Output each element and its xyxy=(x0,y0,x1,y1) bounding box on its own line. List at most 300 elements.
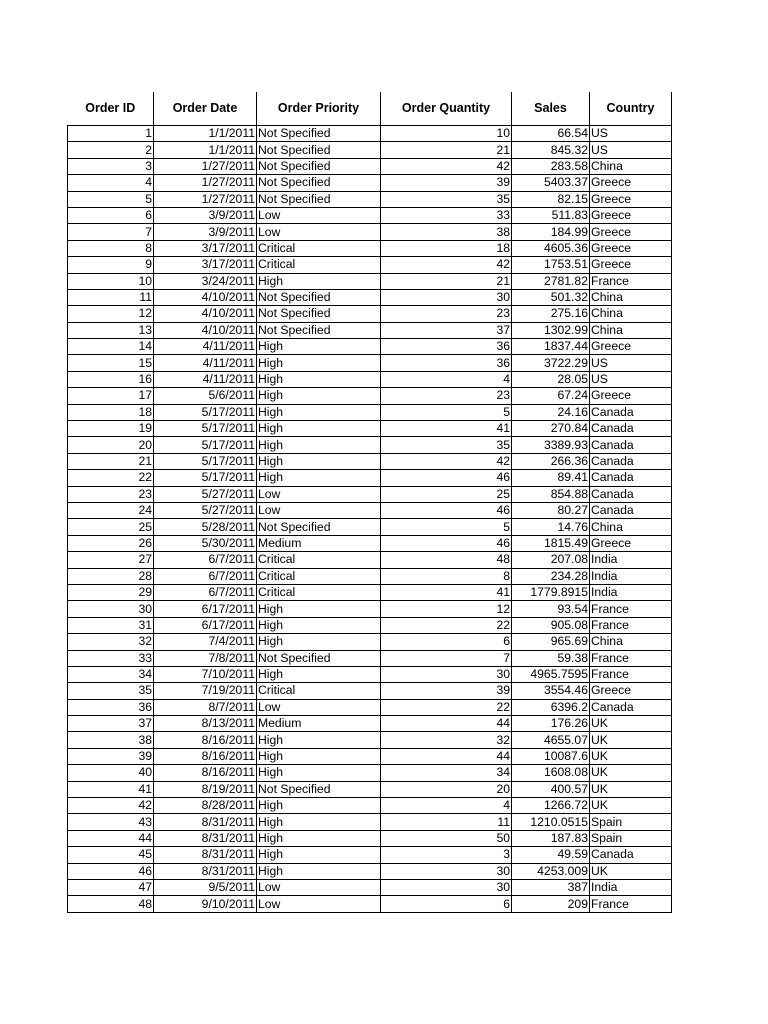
country-cell: Canada xyxy=(590,502,672,518)
sales-cell: 501.32 xyxy=(512,289,590,305)
order-id-cell: 14 xyxy=(68,339,154,355)
country-cell: India xyxy=(590,552,672,568)
order-quantity-cell: 46 xyxy=(381,535,512,551)
sales-cell: 80.27 xyxy=(512,502,590,518)
sales-cell: 93.54 xyxy=(512,601,590,617)
order-date-cell: 4/10/2011 xyxy=(154,322,257,338)
order-quantity-cell: 18 xyxy=(381,240,512,256)
order-date-cell: 1/27/2011 xyxy=(154,191,257,207)
order-quantity-cell: 30 xyxy=(381,863,512,879)
country-cell: UK xyxy=(590,732,672,748)
order-priority-cell: High xyxy=(257,765,381,781)
country-cell: UK xyxy=(590,781,672,797)
order-date-cell: 8/16/2011 xyxy=(154,732,257,748)
sales-cell: 82.15 xyxy=(512,191,590,207)
order-quantity-cell: 22 xyxy=(381,617,512,633)
order-id-cell: 28 xyxy=(68,568,154,584)
order-date-cell: 3/17/2011 xyxy=(154,257,257,273)
table-row xyxy=(68,142,672,158)
order-priority-cell: High xyxy=(257,339,381,355)
country-cell: Canada xyxy=(590,453,672,469)
order-id-cell: 2 xyxy=(68,142,154,158)
order-date-cell: 1/1/2011 xyxy=(154,126,257,142)
order-date-cell: 8/16/2011 xyxy=(154,765,257,781)
order-priority-cell: Not Specified xyxy=(257,142,381,158)
order-id-cell: 18 xyxy=(68,404,154,420)
order-quantity-cell: 25 xyxy=(381,486,512,502)
order-quantity-cell: 42 xyxy=(381,158,512,174)
order-date-cell: 8/13/2011 xyxy=(154,716,257,732)
order-id-cell: 12 xyxy=(68,306,154,322)
table-row xyxy=(68,863,672,879)
order-date-cell: 9/5/2011 xyxy=(154,879,257,895)
order-id-cell: 25 xyxy=(68,519,154,535)
order-id-cell: 24 xyxy=(68,502,154,518)
table-row xyxy=(68,699,672,715)
order-date-cell: 4/11/2011 xyxy=(154,355,257,371)
order-quantity-cell: 46 xyxy=(381,470,512,486)
order-priority-cell: Low xyxy=(257,896,381,912)
sales-cell: 2781.82 xyxy=(512,273,590,289)
order-id-cell: 45 xyxy=(68,847,154,863)
country-cell: Spain xyxy=(590,814,672,830)
table-row xyxy=(68,191,672,207)
sales-cell: 3722.29 xyxy=(512,355,590,371)
country-cell: Canada xyxy=(590,847,672,863)
order-id-cell: 37 xyxy=(68,716,154,732)
table-row xyxy=(68,404,672,420)
order-id-cell: 40 xyxy=(68,765,154,781)
sales-cell: 59.38 xyxy=(512,650,590,666)
country-cell: Greece xyxy=(590,224,672,240)
sales-cell: 4253.009 xyxy=(512,863,590,879)
order-quantity-cell: 42 xyxy=(381,257,512,273)
order-priority-cell: Critical xyxy=(257,240,381,256)
header-order-quantity: Order Quantity xyxy=(381,92,512,126)
order-priority-cell: Low xyxy=(257,502,381,518)
order-quantity-cell: 4 xyxy=(381,371,512,387)
country-cell: France xyxy=(590,666,672,682)
order-quantity-cell: 6 xyxy=(381,896,512,912)
country-cell: UK xyxy=(590,863,672,879)
sales-cell: 14.76 xyxy=(512,519,590,535)
order-quantity-cell: 46 xyxy=(381,502,512,518)
order-priority-cell: High xyxy=(257,634,381,650)
country-cell: China xyxy=(590,634,672,650)
sales-cell: 3554.46 xyxy=(512,683,590,699)
table-row xyxy=(68,421,672,437)
order-id-cell: 26 xyxy=(68,535,154,551)
order-date-cell: 5/17/2011 xyxy=(154,421,257,437)
table-row xyxy=(68,207,672,223)
sales-cell: 184.99 xyxy=(512,224,590,240)
country-cell: Greece xyxy=(590,191,672,207)
table-row xyxy=(68,879,672,895)
sales-cell: 176.26 xyxy=(512,716,590,732)
order-quantity-cell: 8 xyxy=(381,568,512,584)
header-sales: Sales xyxy=(512,92,590,126)
sales-cell: 275.16 xyxy=(512,306,590,322)
order-id-cell: 7 xyxy=(68,224,154,240)
table-row xyxy=(68,552,672,568)
order-quantity-cell: 38 xyxy=(381,224,512,240)
order-id-cell: 30 xyxy=(68,601,154,617)
order-quantity-cell: 6 xyxy=(381,634,512,650)
table-row xyxy=(68,683,672,699)
order-id-cell: 23 xyxy=(68,486,154,502)
sales-cell: 845.32 xyxy=(512,142,590,158)
country-cell: Greece xyxy=(590,175,672,191)
sales-cell: 4655.07 xyxy=(512,732,590,748)
country-cell: Greece xyxy=(590,388,672,404)
table-row xyxy=(68,175,672,191)
country-cell: UK xyxy=(590,765,672,781)
order-quantity-cell: 20 xyxy=(381,781,512,797)
country-cell: Greece xyxy=(590,207,672,223)
order-date-cell: 8/31/2011 xyxy=(154,863,257,879)
header-order-id: Order ID xyxy=(68,92,154,126)
order-quantity-cell: 50 xyxy=(381,830,512,846)
country-cell: US xyxy=(590,355,672,371)
order-priority-cell: Not Specified xyxy=(257,175,381,191)
sales-cell: 4965.7595 xyxy=(512,666,590,682)
sales-cell: 266.36 xyxy=(512,453,590,469)
order-quantity-cell: 5 xyxy=(381,519,512,535)
order-priority-cell: High xyxy=(257,798,381,814)
order-date-cell: 8/31/2011 xyxy=(154,847,257,863)
order-date-cell: 5/28/2011 xyxy=(154,519,257,535)
country-cell: Canada xyxy=(590,699,672,715)
order-quantity-cell: 21 xyxy=(381,142,512,158)
table-row xyxy=(68,388,672,404)
sales-cell: 1815.49 xyxy=(512,535,590,551)
order-priority-cell: High xyxy=(257,666,381,682)
order-priority-cell: Low xyxy=(257,207,381,223)
sales-cell: 511.83 xyxy=(512,207,590,223)
order-id-cell: 35 xyxy=(68,683,154,699)
order-priority-cell: Not Specified xyxy=(257,289,381,305)
order-priority-cell: Critical xyxy=(257,552,381,568)
header-order-priority: Order Priority xyxy=(257,92,381,126)
country-cell: Spain xyxy=(590,830,672,846)
order-priority-cell: High xyxy=(257,355,381,371)
order-id-cell: 42 xyxy=(68,798,154,814)
table-row xyxy=(68,519,672,535)
order-priority-cell: High xyxy=(257,830,381,846)
table-row xyxy=(68,322,672,338)
order-id-cell: 8 xyxy=(68,240,154,256)
order-date-cell: 1/1/2011 xyxy=(154,142,257,158)
country-cell: UK xyxy=(590,748,672,764)
order-quantity-cell: 3 xyxy=(381,847,512,863)
order-priority-cell: High xyxy=(257,388,381,404)
order-priority-cell: Critical xyxy=(257,584,381,600)
sales-cell: 905.08 xyxy=(512,617,590,633)
table-row xyxy=(68,814,672,830)
order-priority-cell: Low xyxy=(257,224,381,240)
order-id-cell: 36 xyxy=(68,699,154,715)
sales-cell: 49.59 xyxy=(512,847,590,863)
table-row xyxy=(68,502,672,518)
table-row xyxy=(68,732,672,748)
country-cell: Canada xyxy=(590,486,672,502)
table-row xyxy=(68,257,672,273)
sales-cell: 207.08 xyxy=(512,552,590,568)
country-cell: Canada xyxy=(590,470,672,486)
order-id-cell: 10 xyxy=(68,273,154,289)
order-date-cell: 8/16/2011 xyxy=(154,748,257,764)
table-row xyxy=(68,584,672,600)
table-row xyxy=(68,748,672,764)
order-id-cell: 32 xyxy=(68,634,154,650)
order-priority-cell: High xyxy=(257,847,381,863)
order-id-cell: 17 xyxy=(68,388,154,404)
order-quantity-cell: 30 xyxy=(381,666,512,682)
order-id-cell: 44 xyxy=(68,830,154,846)
order-quantity-cell: 4 xyxy=(381,798,512,814)
order-priority-cell: High xyxy=(257,421,381,437)
sales-cell: 1608.08 xyxy=(512,765,590,781)
table-row xyxy=(68,798,672,814)
order-quantity-cell: 5 xyxy=(381,404,512,420)
order-id-cell: 33 xyxy=(68,650,154,666)
order-quantity-cell: 33 xyxy=(381,207,512,223)
order-date-cell: 7/4/2011 xyxy=(154,634,257,650)
order-date-cell: 8/31/2011 xyxy=(154,830,257,846)
table-row xyxy=(68,847,672,863)
order-id-cell: 27 xyxy=(68,552,154,568)
table-row xyxy=(68,339,672,355)
country-cell: China xyxy=(590,519,672,535)
country-cell: France xyxy=(590,650,672,666)
sales-cell: 1779.8915 xyxy=(512,584,590,600)
order-date-cell: 5/30/2011 xyxy=(154,535,257,551)
country-cell: Canada xyxy=(590,421,672,437)
table-row xyxy=(68,240,672,256)
order-priority-cell: Not Specified xyxy=(257,191,381,207)
order-id-cell: 9 xyxy=(68,257,154,273)
order-date-cell: 8/7/2011 xyxy=(154,699,257,715)
order-priority-cell: Low xyxy=(257,486,381,502)
order-date-cell: 9/10/2011 xyxy=(154,896,257,912)
sales-cell: 187.83 xyxy=(512,830,590,846)
order-id-cell: 48 xyxy=(68,896,154,912)
order-date-cell: 5/17/2011 xyxy=(154,404,257,420)
table-row xyxy=(68,650,672,666)
order-quantity-cell: 7 xyxy=(381,650,512,666)
order-priority-cell: Not Specified xyxy=(257,781,381,797)
country-cell: US xyxy=(590,371,672,387)
order-id-cell: 3 xyxy=(68,158,154,174)
country-cell: Canada xyxy=(590,404,672,420)
order-date-cell: 7/10/2011 xyxy=(154,666,257,682)
order-id-cell: 19 xyxy=(68,421,154,437)
order-id-cell: 16 xyxy=(68,371,154,387)
country-cell: Greece xyxy=(590,535,672,551)
order-id-cell: 41 xyxy=(68,781,154,797)
order-quantity-cell: 23 xyxy=(381,306,512,322)
table-row xyxy=(68,765,672,781)
order-quantity-cell: 36 xyxy=(381,355,512,371)
order-priority-cell: High xyxy=(257,601,381,617)
order-date-cell: 8/31/2011 xyxy=(154,814,257,830)
country-cell: France xyxy=(590,273,672,289)
country-cell: Greece xyxy=(590,240,672,256)
order-quantity-cell: 32 xyxy=(381,732,512,748)
order-date-cell: 6/17/2011 xyxy=(154,601,257,617)
country-cell: India xyxy=(590,584,672,600)
order-quantity-cell: 23 xyxy=(381,388,512,404)
country-cell: Greece xyxy=(590,339,672,355)
country-cell: Canada xyxy=(590,437,672,453)
table-row xyxy=(68,568,672,584)
order-quantity-cell: 35 xyxy=(381,191,512,207)
order-priority-cell: High xyxy=(257,470,381,486)
order-priority-cell: Critical xyxy=(257,257,381,273)
order-id-cell: 4 xyxy=(68,175,154,191)
order-id-cell: 29 xyxy=(68,584,154,600)
order-date-cell: 8/28/2011 xyxy=(154,798,257,814)
table-row xyxy=(68,355,672,371)
order-id-cell: 47 xyxy=(68,879,154,895)
order-quantity-cell: 41 xyxy=(381,584,512,600)
order-quantity-cell: 39 xyxy=(381,683,512,699)
sales-cell: 4605.36 xyxy=(512,240,590,256)
order-quantity-cell: 35 xyxy=(381,437,512,453)
order-quantity-cell: 39 xyxy=(381,175,512,191)
order-date-cell: 7/19/2011 xyxy=(154,683,257,699)
order-priority-cell: Medium xyxy=(257,716,381,732)
order-priority-cell: Medium xyxy=(257,535,381,551)
order-priority-cell: High xyxy=(257,732,381,748)
order-priority-cell: High xyxy=(257,748,381,764)
order-priority-cell: High xyxy=(257,617,381,633)
order-quantity-cell: 30 xyxy=(381,879,512,895)
sales-cell: 854.88 xyxy=(512,486,590,502)
table-row xyxy=(68,453,672,469)
order-date-cell: 1/27/2011 xyxy=(154,175,257,191)
order-quantity-cell: 30 xyxy=(381,289,512,305)
sales-cell: 67.24 xyxy=(512,388,590,404)
order-id-cell: 21 xyxy=(68,453,154,469)
order-quantity-cell: 22 xyxy=(381,699,512,715)
order-id-cell: 38 xyxy=(68,732,154,748)
table-row xyxy=(68,830,672,846)
order-priority-cell: High xyxy=(257,863,381,879)
sales-cell: 270.84 xyxy=(512,421,590,437)
sales-cell: 1837.44 xyxy=(512,339,590,355)
order-date-cell: 3/9/2011 xyxy=(154,207,257,223)
order-date-cell: 3/9/2011 xyxy=(154,224,257,240)
order-quantity-cell: 36 xyxy=(381,339,512,355)
sales-cell: 283.58 xyxy=(512,158,590,174)
order-id-cell: 5 xyxy=(68,191,154,207)
order-quantity-cell: 48 xyxy=(381,552,512,568)
header-row xyxy=(68,92,672,126)
country-cell: China xyxy=(590,322,672,338)
order-date-cell: 3/24/2011 xyxy=(154,273,257,289)
order-priority-cell: High xyxy=(257,814,381,830)
country-cell: China xyxy=(590,158,672,174)
sales-cell: 24.16 xyxy=(512,404,590,420)
sales-cell: 965.69 xyxy=(512,634,590,650)
order-id-cell: 39 xyxy=(68,748,154,764)
order-priority-cell: Not Specified xyxy=(257,158,381,174)
order-date-cell: 5/17/2011 xyxy=(154,453,257,469)
order-quantity-cell: 44 xyxy=(381,716,512,732)
table-row xyxy=(68,781,672,797)
order-date-cell: 5/27/2011 xyxy=(154,502,257,518)
order-priority-cell: High xyxy=(257,404,381,420)
order-id-cell: 31 xyxy=(68,617,154,633)
sales-cell: 234.28 xyxy=(512,568,590,584)
table-row xyxy=(68,486,672,502)
header-country: Country xyxy=(590,92,672,126)
table-row xyxy=(68,535,672,551)
order-priority-cell: Critical xyxy=(257,683,381,699)
table-row xyxy=(68,306,672,322)
table-row xyxy=(68,666,672,682)
order-id-cell: 13 xyxy=(68,322,154,338)
order-date-cell: 3/17/2011 xyxy=(154,240,257,256)
sales-cell: 10087.6 xyxy=(512,748,590,764)
table-row xyxy=(68,470,672,486)
order-priority-cell: Not Specified xyxy=(257,306,381,322)
sales-cell: 6396.2 xyxy=(512,699,590,715)
order-priority-cell: Not Specified xyxy=(257,519,381,535)
order-id-cell: 6 xyxy=(68,207,154,223)
order-id-cell: 15 xyxy=(68,355,154,371)
sales-cell: 1302.99 xyxy=(512,322,590,338)
order-priority-cell: Low xyxy=(257,699,381,715)
table-row xyxy=(68,634,672,650)
order-id-cell: 46 xyxy=(68,863,154,879)
sales-cell: 400.57 xyxy=(512,781,590,797)
order-date-cell: 4/11/2011 xyxy=(154,371,257,387)
order-priority-cell: Critical xyxy=(257,568,381,584)
table-row xyxy=(68,289,672,305)
country-cell: China xyxy=(590,306,672,322)
order-date-cell: 7/8/2011 xyxy=(154,650,257,666)
order-priority-cell: Not Specified xyxy=(257,650,381,666)
order-quantity-cell: 34 xyxy=(381,765,512,781)
table-row xyxy=(68,224,672,240)
order-date-cell: 6/17/2011 xyxy=(154,617,257,633)
order-id-cell: 34 xyxy=(68,666,154,682)
order-quantity-cell: 11 xyxy=(381,814,512,830)
table-row xyxy=(68,617,672,633)
orders-table xyxy=(67,92,672,913)
order-date-cell: 5/27/2011 xyxy=(154,486,257,502)
order-date-cell: 5/6/2011 xyxy=(154,388,257,404)
order-date-cell: 4/10/2011 xyxy=(154,306,257,322)
sales-cell: 3389.93 xyxy=(512,437,590,453)
order-priority-cell: High xyxy=(257,273,381,289)
order-date-cell: 5/17/2011 xyxy=(154,437,257,453)
table-row xyxy=(68,896,672,912)
sales-cell: 1266.72 xyxy=(512,798,590,814)
table-row xyxy=(68,437,672,453)
sales-cell: 89.41 xyxy=(512,470,590,486)
country-cell: India xyxy=(590,879,672,895)
order-priority-cell: Not Specified xyxy=(257,126,381,142)
order-id-cell: 22 xyxy=(68,470,154,486)
order-date-cell: 8/19/2011 xyxy=(154,781,257,797)
order-quantity-cell: 21 xyxy=(381,273,512,289)
order-quantity-cell: 44 xyxy=(381,748,512,764)
table-row xyxy=(68,371,672,387)
sales-cell: 387 xyxy=(512,879,590,895)
